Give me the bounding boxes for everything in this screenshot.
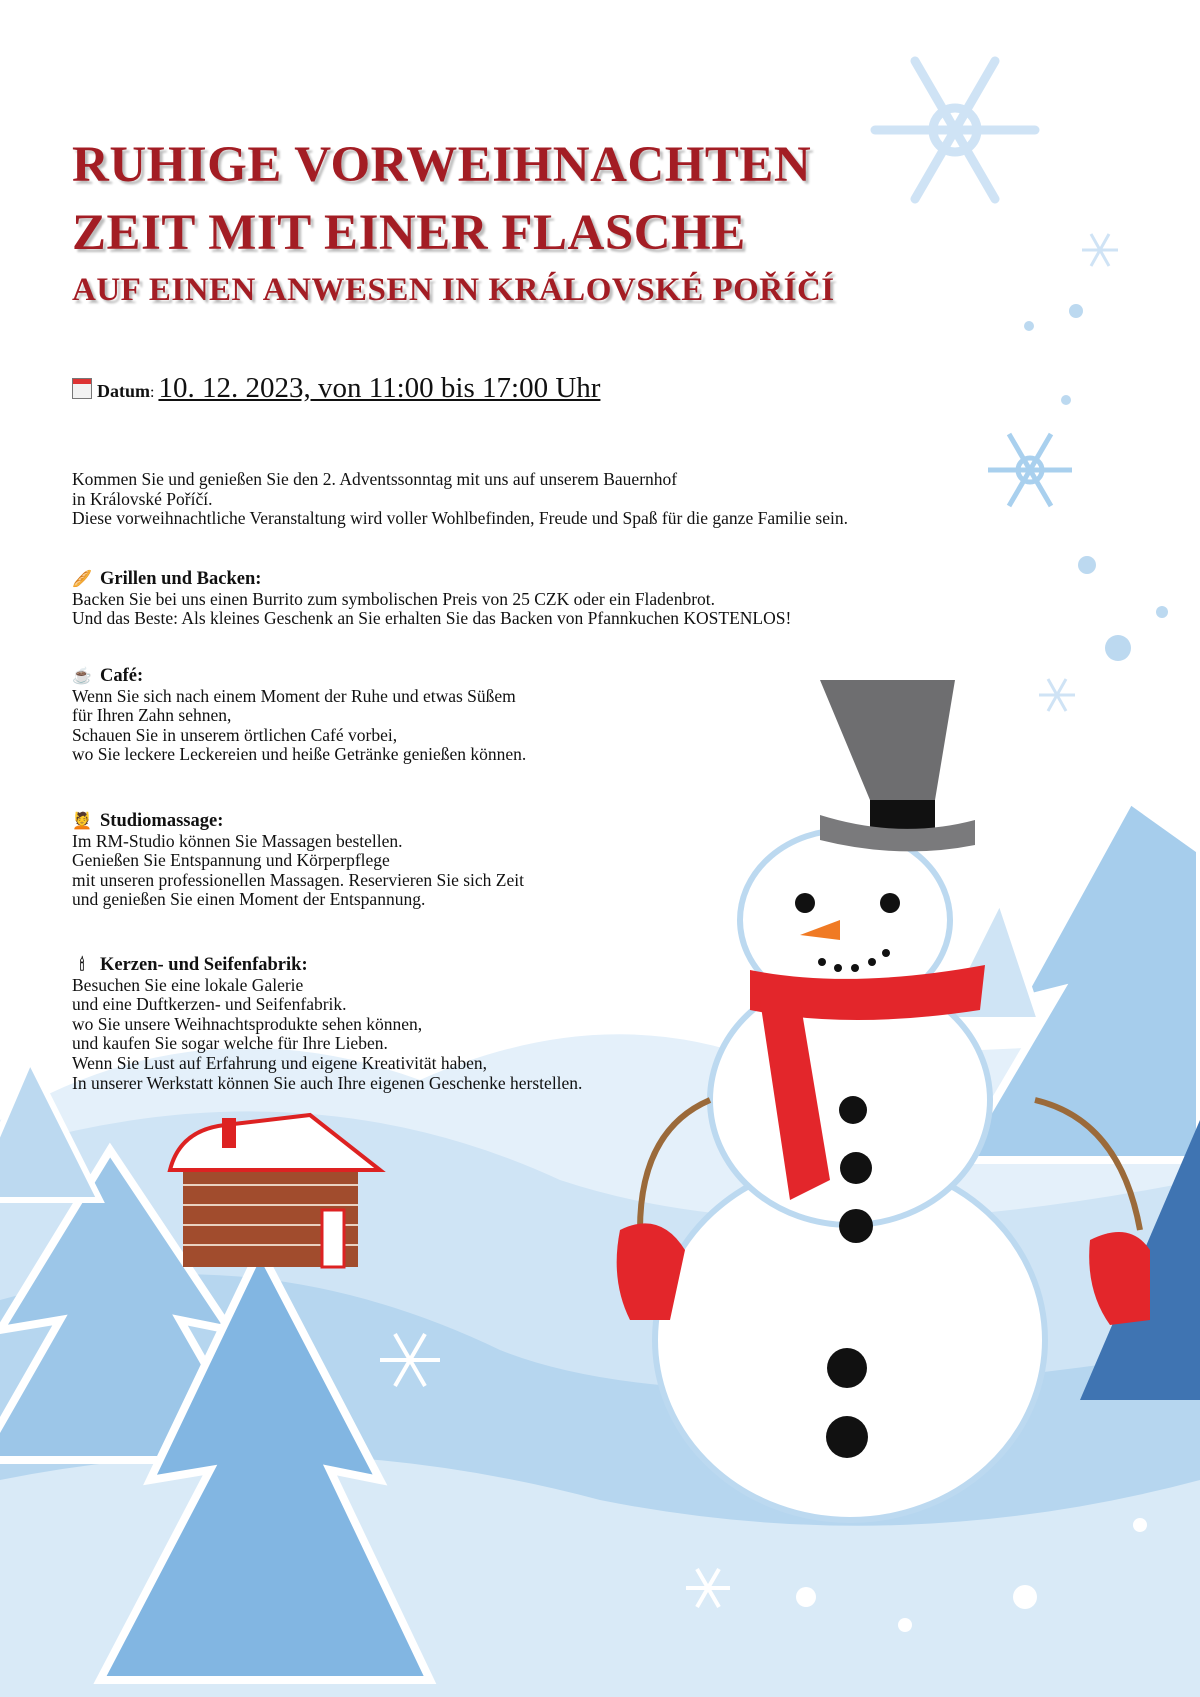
intro-line: Diese vorweihnachtliche Veranstaltung wird voller Wohlbefinden, Freude und Spaß für die ganze Familie sein. (72, 508, 848, 529)
bread-icon: 🥖 (72, 571, 92, 588)
snowflake-icon (875, 61, 1035, 199)
section-line: Wenn Sie sich nach einem Moment der Ruhe und etwas Süßem (72, 685, 516, 706)
section-grill (72, 570, 791, 629)
section-line: und genießen Sie einen Moment der Entspannung. (72, 889, 426, 910)
section-line: Und das Beste: Als kleines Geschenk an Sie erhalten Sie das Backen von Pfannkuchen KOSTENLOS! (72, 608, 792, 629)
section-cafe (72, 667, 526, 765)
candle-icon: 🕯 (79, 957, 85, 974)
section-line: Besuchen Sie eine lokale Galerie (72, 974, 304, 995)
section-heading: Studiomassage: (100, 811, 224, 831)
section-heading: Café: (100, 666, 144, 686)
title-line-2: ZEIT MIT EINER FLASCHE (72, 205, 746, 261)
section-line: für Ihren Zahn sehnen, (72, 705, 232, 726)
section-line: Wenn Sie Lust auf Erfahrung und eigene Kreativität haben, (72, 1052, 488, 1073)
section-line: Genießen Sie Entspannung und Körperpflege (72, 850, 390, 871)
section-heading: Kerzen- und Seifenfabrik: (100, 955, 308, 975)
title-line-1: RUHIGE VORWEIHNACHTEN (72, 137, 812, 193)
section-line: Backen Sie bei uns einen Burrito zum symbolischen Preis von 25 CZK oder ein Fladenbrot. (72, 588, 716, 609)
intro-paragraph (72, 470, 848, 529)
subtitle: AUF EINEN ANWESEN IN KRÁLOVSKÉ POŘÍČÍ (72, 272, 835, 308)
section-line: Im RM-Studio können Sie Massagen bestellen. (72, 830, 403, 851)
snowflake-icon (988, 434, 1072, 506)
intro-line: in Královské Poříčí. (72, 488, 213, 509)
section-line: Schauen Sie in unserem örtlichen Café vorbei, (72, 724, 398, 745)
section-heading: Grillen und Backen: (100, 569, 262, 589)
intro-line: Kommen Sie und genießen Sie den 2. Adventssonntag mit uns auf unserem Bauernhof (72, 469, 678, 489)
section-line: wo Sie unsere Weihnachtsprodukte sehen können, (72, 1013, 423, 1034)
section-massage (72, 812, 524, 910)
massage-person-icon: 💆 (72, 813, 92, 830)
section-line: wo Sie leckere Leckereien und heiße Getränke genießen können. (72, 744, 527, 765)
coffee-cup-icon: ☕ (72, 668, 92, 685)
calendar-icon (72, 378, 92, 399)
event-date: Datum: 10. 12. 2023, von 11:00 bis 17:00 Uhr (72, 372, 600, 405)
section-line: und kaufen Sie sogar welche für Ihre Lieben. (72, 1033, 388, 1054)
section-line: In unserer Werkstatt können Sie auch Ihre eigenen Geschenke herstellen. (72, 1072, 583, 1093)
date-label: Datum (97, 381, 150, 401)
date-value: 10. 12. 2023, von 11:00 bis 17:00 Uhr (158, 372, 601, 404)
section-candles (72, 956, 582, 1093)
section-line: und eine Duftkerzen- und Seifenfabrik. (72, 994, 347, 1015)
section-line: mit unseren professionellen Massagen. Reservieren Sie sich Zeit (72, 869, 524, 890)
